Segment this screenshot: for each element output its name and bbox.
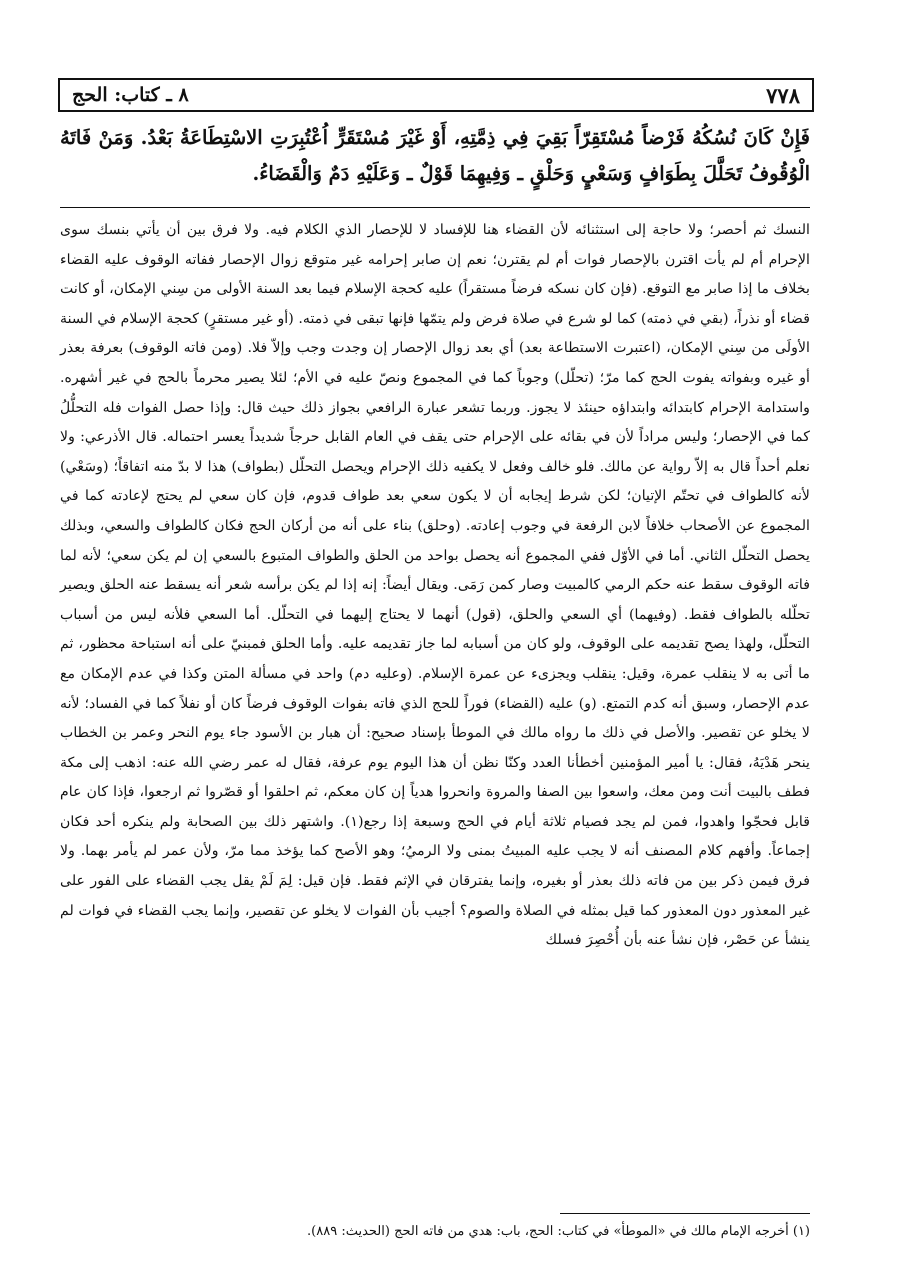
page-number: ٧٧٨: [766, 82, 800, 108]
footnote-divider: [560, 1213, 810, 1214]
commentary-paragraph: النسك ثم أحصر؛ ولا حاجة إلى استثنائه لأن القضاء هنا للإفساد لا للإحصار الذي الكلام فيه. ولا فرق بين أن يأتي بنسك سوى الإحرام أم لم يأت اقترن بالإحصار فوات أم لم يقترن؛ نعم إن صابر إحرامه غير متوقع زوال الإحصار ففاته الوقوف عليه القضاء بخلاف ما إذا صابر مع التوقع. (فإن كان نسكه فرضاً مستقراً) عليه كحجة الإسلام فيما بعد السنة الأولى من سِني الإمكان، أو كانت قضاء أو نذراً، (بقي في ذمته) كما لو شرع في صلاة فرض ولم يتمّها فإنها تبقى في ذمته. (أو غير مستقرٍ) كحجة الإسلام في السنة الأولَى من سِني الإمكان، (اعتبرت الاستطاعة بعد) أي بعد زوال الإحصار إن وجدت وجب وإلاّ فلا. (ومن فاته الوقوف) بعرفة بعذر أو غيره وبفواته يفوت الحج كما مرّ؛ (تحلّل) وجوباً كما في المجموع ونصّ عليه في الأم؛ لئلا يصير محرماً بالحج في غير أشهره. واستدامة الإحرام كابتدائه وابتداؤه حينئذ لا يجوز. وربما تشعر عبارة الرافعي بجواز ذلك حيث قال: وإذا حصل الفوات فله التحلُّلُ كما في الإحصار؛ وليس مراداً لأن في بقائه على الإحرام حتى يقف في العام القابل حرجاً شديداً يعسر احتماله. قال الأذرعي: ولا نعلم أحداً قال به إلاّ رواية عن مالك. فلو خالف وفعل لا يكفيه ذلك الإحرام ويحصل التحلّل (بطواف) هذا لا بدّ منه اتفاقاً؛ (وسَعْي) لأنه كالطواف في تحتّم الإتيان؛ لكن شرط إيجابه أن لا يكون سعي بعد طواف قدوم، فإن كان سعي لم يحتج لإعادته كما في المجموع عن الأصحاب خلافاً لابن الرفعة في وجوب إعادته. (وحلق) بناء على أنه من أركان الحج فكان كالطواف والسعي، وبذلك يحصل التحلّل الثاني. أما في الأوّل ففي المجموع أنه يحصل بواحد من الحلق والطواف المتبوع بالسعي إن لم يكن سعي؛ لأنه لما فاته الوقوف سقط عنه حكم الرمي كالمبيت وصار كمن رَمَى. ويقال أيضاً: إنه إذا لم يكن برأسه شعر أنه يسقط عنه الحلق ويصير تحلّله بالطواف فقط. (وفيهما) أي السعي والحلق، (قول) أنهما لا يحتاج إليهما في التحلّل. أما السعي فلأنه ليس من أسباب التحلّل، ولهذا يصح تقديمه على الوقوف، ولو كان من أسبابه لما جاز تقديمه عليه. وأما الحلق فمبنيّ على أنه استباحة محظور، ثم ما أتى به لا ينقلب عمرة، وقيل: ينقلب ويجزىء عن عمرة الإسلام. (وعليه دم) واحد في مسألة المتن وكذا في عدم الإمكان مع عدم الإحصار، وسبق أنه كدم التمتع. (و) عليه (القضاء) فوراً للحج الذي فاته بفوات الوقوف فرضاً كان أو نفلاً كما في الفساد؛ لأنه لا يخلو عن تقصير. والأصل في ذلك ما رواه مالك في الموطأ بإسناد صحيح: أن هبار بن الأسود جاء يوم النحر وعمر بن الخطاب ينحر هَدْيَهُ، فقال: يا أمير المؤمنين أخطأنا العدد وكنّا نظن أن هذا اليوم يوم عرفة، فقال له عمر رضي الله عنه: اذهب إلى مكة فطف بالبيت أنت ومن معك، واسعوا بين الصفا والمروة وانحروا هدياً إن كان معكم، ثم احلقوا أو قصّروا ثم ارجعوا، فإذا كان عام قابل فحجّوا واهدوا، فمن لم يجد فصيام ثلاثة أيام في الحج وسبعة إذا رجع(١). واشتهر ذلك بين الصحابة ولم ينكره أحد فكان إجماعاً. وأفهم كلام المصنف أنه لا يجب عليه المبيتُ بمنى ولا الرميُ؛ وهو الأصح كما يؤخذ مما مرّ، ولأن عمر لم يأمر بهما. ولا فرق فيمن ذكر بين من فاته ذلك بعذر أو بغيره، وإنما يفترقان في الإثم فقط. فإن قيل: لِمَ لَمْ يقل يجب القضاء على الفور على غير المعذور دون المعذور كما قيل بمثله في الصلاة والصوم؟ أجيب بأن الفوات لا يخلو عن تقصير، وإنما يجب القضاء في فوات لم ينشأ عن حَصْر، فإن نشأ عنه بأن أُحْصِرَ فسلك: [60, 222, 810, 949]
running-header: [58, 78, 814, 112]
book-title: ٨ ـ كتاب: الحج: [72, 84, 189, 106]
commentary-text: [60, 216, 810, 956]
footnote: (١) أخرجه الإمام مالك في «الموطأ» في كتاب: الحج، باب: هدي من فاته الحج (الحديث: ٨٨٩).: [307, 1224, 810, 1239]
matn-divider: [60, 207, 810, 208]
matn-text: فَإِنْ كَانَ نُسُكُهُ فَرْضاً مُسْتَقِرّاً بَقِيَ فِي ذِمَّتِهِ، أَوْ غَيْرَ مُسْتَقَرٍّ اُعْتُبِرَتِ الاسْتِطَاعَةُ بَعْدُ. وَمَنْ فَاتَهُ الْوُقُوفُ تَحَلَّلَ بِطَوَافٍ وَسَعْيٍ وَحَلْقٍ ـ وَفِيهِمَا قَوْلٌ ـ وَعَلَيْهِ دَمٌ وَالْقَضَاءُ.: [60, 126, 810, 185]
